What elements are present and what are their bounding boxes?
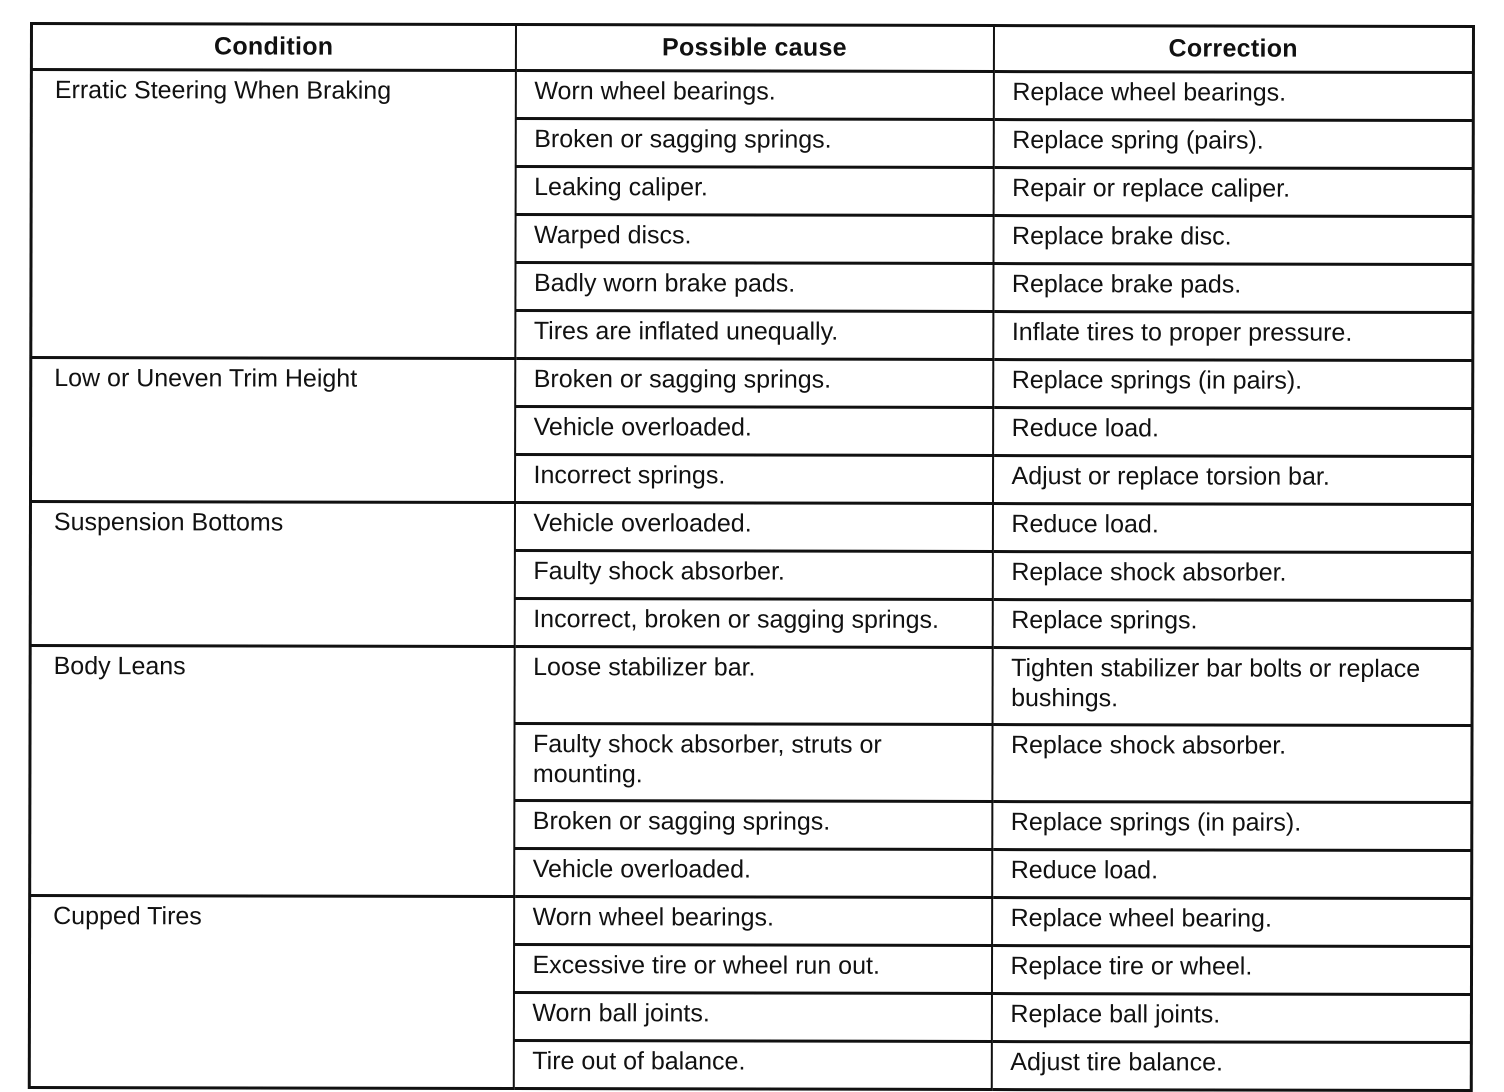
- correction-cell: Replace springs (in pairs).: [992, 802, 1472, 851]
- header-possible-cause: Possible cause: [515, 25, 993, 72]
- cause-cell: Vehicle overloaded.: [514, 849, 992, 898]
- correction-cell: Adjust or replace torsion bar.: [992, 456, 1472, 505]
- correction-cell: Inflate tires to proper pressure.: [993, 312, 1473, 361]
- table-row: [30, 502, 1472, 553]
- correction-cell: Replace wheel bearings.: [993, 72, 1473, 121]
- cause-cell: Worn wheel bearings.: [514, 897, 992, 946]
- cause-cell: Badly worn brake pads.: [515, 263, 993, 312]
- cause-cell: Excessive tire or wheel run out.: [513, 945, 991, 994]
- correction-cell: Replace springs.: [992, 600, 1472, 649]
- condition-cell: Body Leans: [30, 646, 515, 897]
- correction-cell: Reduce load.: [992, 504, 1472, 553]
- table-row: [30, 896, 1472, 947]
- correction-cell: Replace shock absorber.: [992, 552, 1472, 601]
- cause-cell: Tires are inflated unequally.: [515, 311, 993, 360]
- cause-cell: Worn wheel bearings.: [515, 71, 993, 120]
- diagnosis-table: [28, 22, 1475, 1092]
- cause-cell: Broken or sagging springs.: [515, 359, 993, 408]
- table-row: [30, 646, 1472, 726]
- table-header-row: [31, 24, 1473, 73]
- correction-cell: Replace tire or wheel.: [991, 946, 1471, 995]
- cause-cell: Vehicle overloaded.: [514, 503, 992, 552]
- cause-cell: Worn ball joints.: [513, 993, 991, 1042]
- correction-cell: Replace spring (pairs).: [993, 120, 1473, 169]
- cause-cell: Loose stabilizer bar.: [514, 647, 992, 725]
- correction-cell: Replace shock absorber.: [992, 725, 1472, 803]
- cause-cell: Tire out of balance.: [513, 1041, 991, 1090]
- header-condition: Condition: [31, 24, 515, 71]
- cause-cell: Vehicle overloaded.: [515, 407, 993, 456]
- cause-cell: Leaking caliper.: [515, 167, 993, 216]
- cause-cell: Faulty shock absorber.: [514, 551, 992, 600]
- correction-cell: Repair or replace caliper.: [993, 168, 1473, 217]
- cause-cell: Broken or sagging springs.: [515, 119, 993, 168]
- correction-cell: Replace wheel bearing.: [992, 898, 1472, 947]
- cause-cell: Incorrect springs.: [514, 455, 992, 504]
- condition-cell: Suspension Bottoms: [30, 502, 514, 647]
- cause-cell: Faulty shock absorber, struts or mounting.: [514, 724, 992, 802]
- correction-cell: Tighten stabilizer bar bolts or replace bushings.: [992, 648, 1472, 726]
- header-correction: Correction: [993, 26, 1473, 73]
- cause-cell: Incorrect, broken or sagging springs.: [514, 599, 992, 648]
- correction-cell: Replace brake disc.: [993, 216, 1473, 265]
- condition-cell: Erratic Steering When Braking: [31, 70, 516, 359]
- condition-cell: Cupped Tires: [29, 896, 513, 1089]
- correction-cell: Reduce load.: [993, 408, 1473, 457]
- table-row: [31, 358, 1473, 409]
- correction-cell: Replace ball joints.: [991, 994, 1471, 1043]
- correction-cell: Replace springs (in pairs).: [993, 360, 1473, 409]
- cause-cell: Warped discs.: [515, 215, 993, 264]
- diagnosis-sheet: [28, 22, 1472, 1092]
- table-row: [31, 70, 1473, 121]
- correction-cell: Reduce load.: [992, 850, 1472, 899]
- cause-cell: Broken or sagging springs.: [514, 801, 992, 850]
- condition-cell: Low or Uneven Trim Height: [30, 358, 514, 503]
- correction-cell: Replace brake pads.: [993, 264, 1473, 313]
- correction-cell: Adjust tire balance.: [991, 1042, 1471, 1091]
